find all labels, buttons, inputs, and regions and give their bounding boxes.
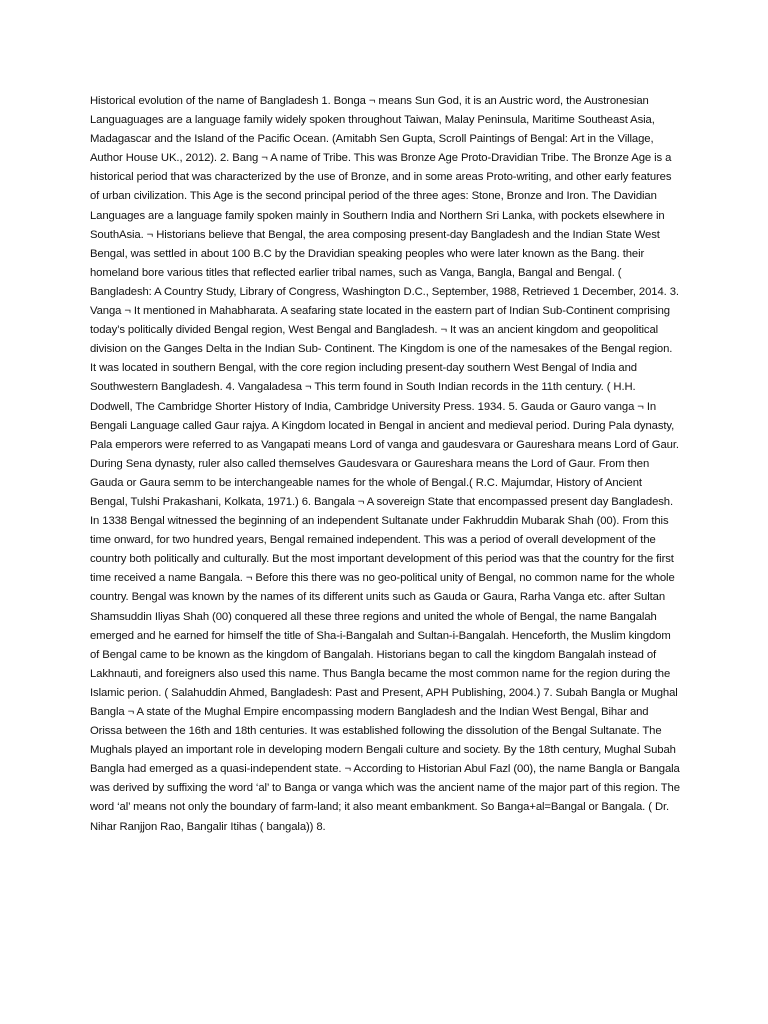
body-paragraph: Historical evolution of the name of Bangladesh 1. Bonga ¬ means Sun God, it is an Austric word, the Austronesian Languaguages are a language family widely spoken throughout Taiwan, Malay Peninsula, Maritime Southeast Asia, Madagascar and the Island of the Pacific Ocean. (Amitabh Sen Gupta, Scroll Paintings of Bengal: Art in the Village, Author House UK., 2012). 2. Bang ¬ A name of Tribe. This was Bronze Age Proto-Dravidian Tribe. The Bronze Age is a historical period that was characterized by the use of Bronze, and in some areas Proto-writing, and other early features of urban civilization. This Age is the second principal period of the three ages: Stone, Bronze and Iron. The Davidian Languages are a language family spoken mainly in Southern India and Northern Sri Lanka, with pockets elsewhere in SouthAsia. ¬ Historians believe that Bengal, the area composing present-day Bangladesh and the Indian State West Bengal, was settled in about 100 B.C by the Dravidian speaking peoples who were later known as the Bang. their homeland bore various titles that reflected earlier tribal names, such as Vanga, Bangla, Bangal and Bengal. ( Bangladesh: A Country Study, Library of Congress, Washington D.C., September, 1988, Retrieved 1 December, 2014. 3. Vanga ¬ It mentioned in Mahabharata. A seafaring state located in the eastern part of Indian Sub-Continent comprising today’s politically divided Bengal region, West Bengal and Bangladesh. ¬ It was an ancient kingdom and geopolitical division on the Ganges Delta in the Indian Sub- Continent. The Kingdom is one of the namesakes of the Bengal region. It was located in southern Bengal, with the core region including present-day southern West Bengal of India and Southwestern Bangladesh. 4. Vangaladesa ¬ This term found in South Indian records in the 11th century. ( H.H. Dodwell, The Cambridge Shorter History of India, Cambridge University Press. 1934. 5. Gauda or Gauro vanga ¬ In Bengali Language called Gaur rajya. A Kingdom located in Bengal in ancient and medieval period. During Pala dynasty, Pala emperors were referred to as Vangapati means Lord of vanga and gaudesvara or Gaureshara means Lord of Gaur. During Sena dynasty, ruler also called themselves Gaudesvara or Gaureshara means the Lord of Gaur. From then Gauda or Gaura semm to be interchangeable names for the whole of Bengal.( R.C. Majumdar, History of Ancient Bengal, Tulshi Prakashani, Kolkata, 1971.) 6. Bangala ¬ A sovereign State that encompassed present day Bangladesh. In 1338 Bengal witnessed the beginning of an independent Sultanate under Fakhruddin Mubarak Shah (00). From this time onward, for two hundred years, Bengal remained independent. This was a period of overall development of the country both politically and culturally. But the most important development of this period was that the country for the first time received a name Bangala. ¬ Before this there was no geo-political unity of Bengal, no common name for the whole country. Bengal was known by the names of its different units such as Gauda or Gaura, Rarha Vanga etc. after Sultan Shamsuddin Iliyas Shah (00) conquered all these three regions and united the whole of Bengal, the name Bangalah emerged and he earned for himself the title of Sha-i-Bangalah and Sultan-i-Bangalah. Henceforth, the Muslim kingdom of Bengal came to be known as the kingdom of Bangalah. Historians began to call the kingdom Bangalah instead of Lakhnauti, and foreigners also used this name. Thus Bangla became the most common name for the region during the Islamic perion. ( Salahuddin Ahmed, Bangladesh: Past and Present, APH Publishing, 2004.) 7. Subah Bangla or Mughal Bangla ¬ A state of the Mughal Empire encompassing modern Bangladesh and the Indian West Bengal, Bihar and Orissa between the 16th and 18th centuries. It was established following the dissolution of the Bengal Sultanate. The Mughals played an important role in developing modern Bengali culture and society. By the 18th century, Mughal Subah Bangla had emerged as a quasi-independent state. ¬ According to Historian Abul Fazl (00), the name Bangla or Bangala was derived by suffixing the word ‘al’ to Banga or vanga which was the ancient name of the major part of this region. The word ‘al’ means not only the boundary of farm-land; it also meant embankment. So Banga+al=Bangal or Bangala. ( Dr. Nihar Ranjjon Rao, Bangalir Itihas ( bangala)) 8.: [90, 95, 680, 833]
